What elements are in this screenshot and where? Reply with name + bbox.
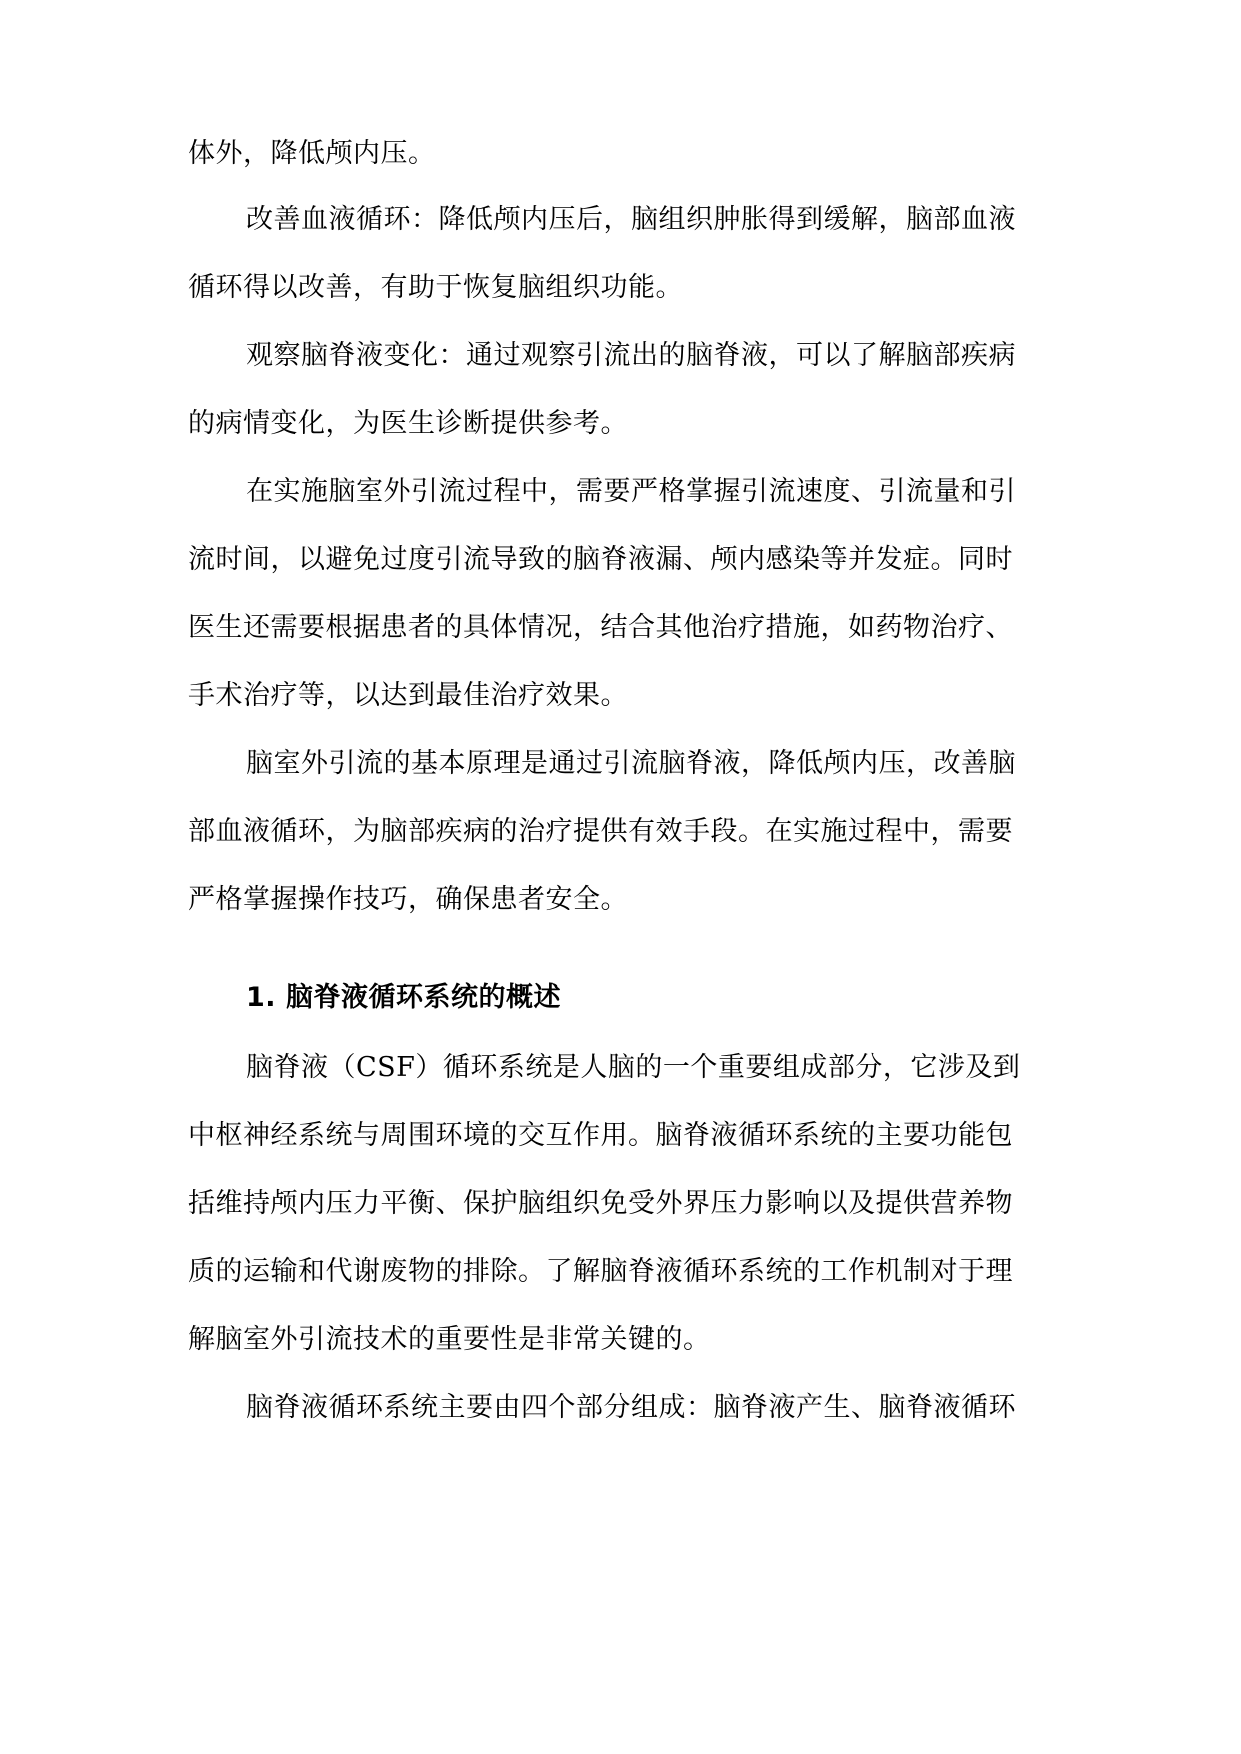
text-line: 医生还需要根据患者的具体情况，结合其他治疗措施，如药物治疗、 (188, 612, 1013, 643)
paragraph-first-line: 改善血液循环：降低颅内压后，脑组织肿胀得到缓解，脑部血液 (246, 204, 1016, 235)
text-line: 中枢神经系统与周围环境的交互作用。脑脊液循环系统的主要功能包 (188, 1120, 1013, 1151)
text-line: 质的运输和代谢废物的排除。了解脑脊液循环系统的工作机制对于理 (188, 1256, 1013, 1287)
text-line: 体外，降低颅内压。 (188, 138, 436, 169)
section-heading: 1. 脑脊液循环系统的概述 (246, 982, 561, 1013)
text-line: 的病情变化，为医生诊断提供参考。 (188, 408, 628, 439)
text-line: 括维持颅内压力平衡、保护脑组织免受外界压力影响以及提供营养物 (188, 1188, 1013, 1219)
text-line: 手术治疗等，以达到最佳治疗效果。 (188, 680, 628, 711)
text-line: 解脑室外引流技术的重要性是非常关键的。 (188, 1324, 711, 1355)
text-line: 严格掌握操作技巧，确保患者安全。 (188, 884, 628, 915)
paragraph-first-line: 脑脊液（CSF）循环系统是人脑的一个重要组成部分，它涉及到 (246, 1052, 1021, 1083)
text-line: 部血液循环，为脑部疾病的治疗提供有效手段。在实施过程中，需要 (188, 816, 1013, 847)
paragraph-first-line: 脑脊液循环系统主要由四个部分组成：脑脊液产生、脑脊液循环 (246, 1392, 1016, 1423)
text-line: 流时间，以避免过度引流导致的脑脊液漏、颅内感染等并发症。同时 (188, 544, 1013, 575)
paragraph-first-line: 脑室外引流的基本原理是通过引流脑脊液，降低颅内压，改善脑 (246, 748, 1016, 779)
paragraph-first-line: 在实施脑室外引流过程中，需要严格掌握引流速度、引流量和引 (246, 476, 1016, 507)
text-line: 循环得以改善，有助于恢复脑组织功能。 (188, 272, 683, 303)
paragraph-first-line: 观察脑脊液变化：通过观察引流出的脑脊液，可以了解脑部疾病 (246, 340, 1016, 371)
